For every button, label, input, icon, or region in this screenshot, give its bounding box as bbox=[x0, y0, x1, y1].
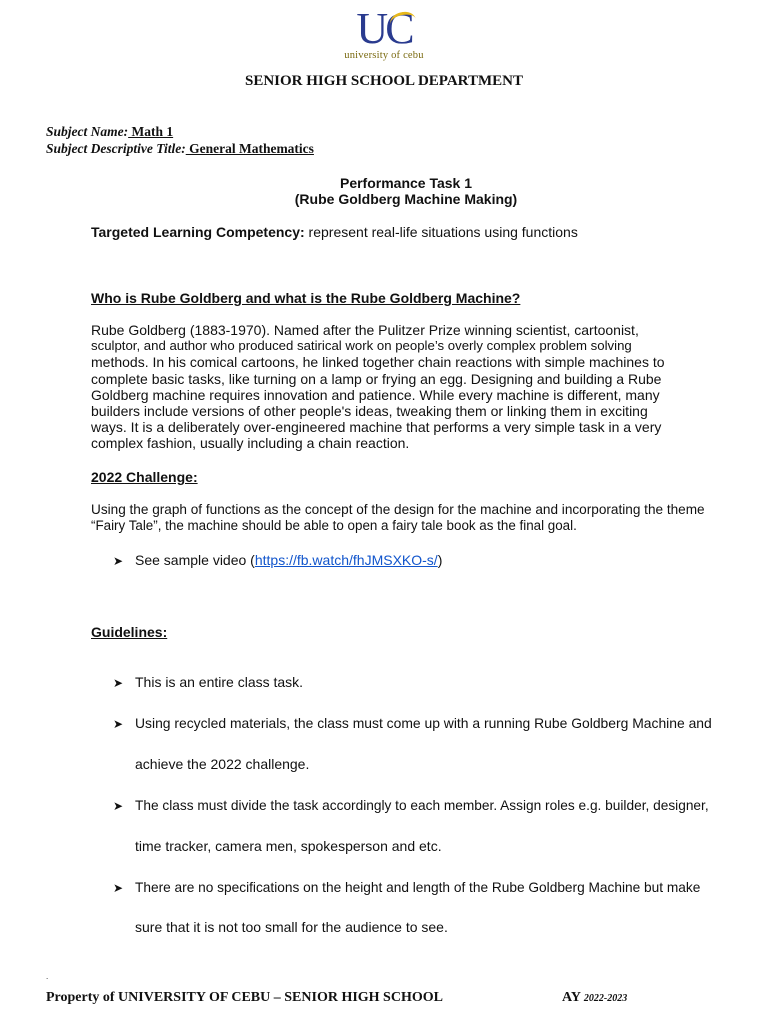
guideline-continuation: achieve the 2022 challenge. bbox=[135, 756, 310, 772]
footer-ay-value: 2022-2023 bbox=[583, 993, 628, 1004]
arrow-bullet-icon: ➤ bbox=[113, 799, 124, 813]
challenge-paragraph bbox=[91, 502, 731, 534]
footer-property: Property of UNIVERSITY OF CEBU – SENIOR HIGH SCHOOL bbox=[46, 990, 443, 1005]
intro-line: sculptor, and author who produced satirical work on people’s overly complex problem solving bbox=[91, 338, 632, 354]
competency-label: Targeted Learning Competency: bbox=[91, 224, 305, 240]
intro-heading: Who is Rube Goldberg and what is the Rube Goldberg Machine? bbox=[91, 290, 521, 306]
sample-video-suffix: ) bbox=[437, 552, 443, 568]
intro-line: complex fashion, usually including a chain reaction. bbox=[91, 435, 410, 452]
guideline-continuation: sure that it is not too small for the audience to see. bbox=[135, 919, 448, 935]
subject-name-value: Math 1 bbox=[128, 124, 174, 139]
guideline-item bbox=[113, 797, 709, 813]
logo-subtitle: university of cebu bbox=[344, 50, 424, 61]
footer-academic-year bbox=[562, 990, 627, 1006]
sample-video-link[interactable]: https://fb.watch/fhJMSXKO-s/ bbox=[254, 552, 438, 568]
intro-line: ways. It is a deliberately over-engineered machine that performs a very simple task in a very bbox=[91, 419, 662, 436]
intro-line: complete basic tasks, like turning on a lamp or frying an egg. Designing and building a Rube bbox=[91, 370, 662, 387]
sample-video-prefix: See sample video ( bbox=[135, 552, 255, 568]
guideline-text: There are no specifications on the height and length of the Rube Goldberg Machine but make bbox=[135, 880, 701, 895]
intro-paragraph bbox=[91, 322, 727, 452]
sample-video-bullet bbox=[113, 552, 442, 568]
task-subtitle: (Rube Goldberg Machine Making) bbox=[294, 191, 518, 207]
guideline-item bbox=[113, 715, 712, 731]
arrow-bullet-icon: ➤ bbox=[113, 717, 124, 731]
subject-descriptive-label: Subject Descriptive Title: bbox=[46, 141, 186, 156]
challenge-line: Using the graph of functions as the concept of the design for the machine and incorporating the theme bbox=[91, 502, 705, 517]
department-title: SENIOR HIGH SCHOOL DEPARTMENT bbox=[245, 73, 523, 89]
logo-letter-u: U bbox=[356, 4, 386, 53]
footer-dot: . bbox=[46, 972, 49, 981]
guideline-item bbox=[113, 879, 700, 895]
challenge-heading: 2022 Challenge: bbox=[91, 469, 198, 485]
footer-ay-label: AY bbox=[562, 990, 584, 1005]
guideline-item bbox=[113, 674, 303, 690]
guidelines-heading: Guidelines: bbox=[91, 624, 168, 640]
subject-descriptive-line bbox=[46, 141, 314, 157]
logo-letters bbox=[338, 6, 430, 52]
intro-line: Rube Goldberg (1883-1970). Named after the Pulitzer Prize winning scientist, cartoonist, bbox=[91, 322, 639, 338]
guideline-text: This is an entire class task. bbox=[135, 674, 304, 690]
subject-name-line bbox=[46, 124, 173, 140]
subject-descriptive-value: General Mathematics bbox=[185, 141, 314, 156]
guideline-text: The class must divide the task accordingly to each member. Assign roles e.g. builder, designer, bbox=[135, 798, 709, 813]
university-logo bbox=[338, 6, 430, 66]
task-title: Performance Task 1 bbox=[339, 175, 473, 191]
intro-line: methods. In his comical cartoons, he linked together chain reactions with simple machines to bbox=[91, 354, 665, 371]
guideline-continuation: time tracker, camera men, spokesperson and etc. bbox=[135, 838, 442, 854]
intro-line: builders include versions of other people's ideas, tweaking them or linking them in exciting bbox=[91, 403, 648, 420]
challenge-line: “Fairy Tale”, the machine should be able to open a fairy tale book as the final goal. bbox=[91, 518, 577, 534]
subject-name-label: Subject Name: bbox=[46, 124, 129, 139]
arrow-bullet-icon: ➤ bbox=[113, 881, 124, 895]
arrow-bullet-icon: ➤ bbox=[113, 676, 124, 690]
intro-line: Goldberg machine requires innovation and patience. While every machine is different, many bbox=[91, 386, 660, 403]
competency-line bbox=[91, 224, 578, 240]
arrow-bullet-icon: ➤ bbox=[113, 554, 124, 568]
guideline-text: Using recycled materials, the class must come up with a running Rube Goldberg Machine and bbox=[135, 715, 712, 731]
logo-letter-c: C bbox=[385, 4, 412, 53]
competency-text: represent real-life situations using functions bbox=[304, 224, 578, 240]
